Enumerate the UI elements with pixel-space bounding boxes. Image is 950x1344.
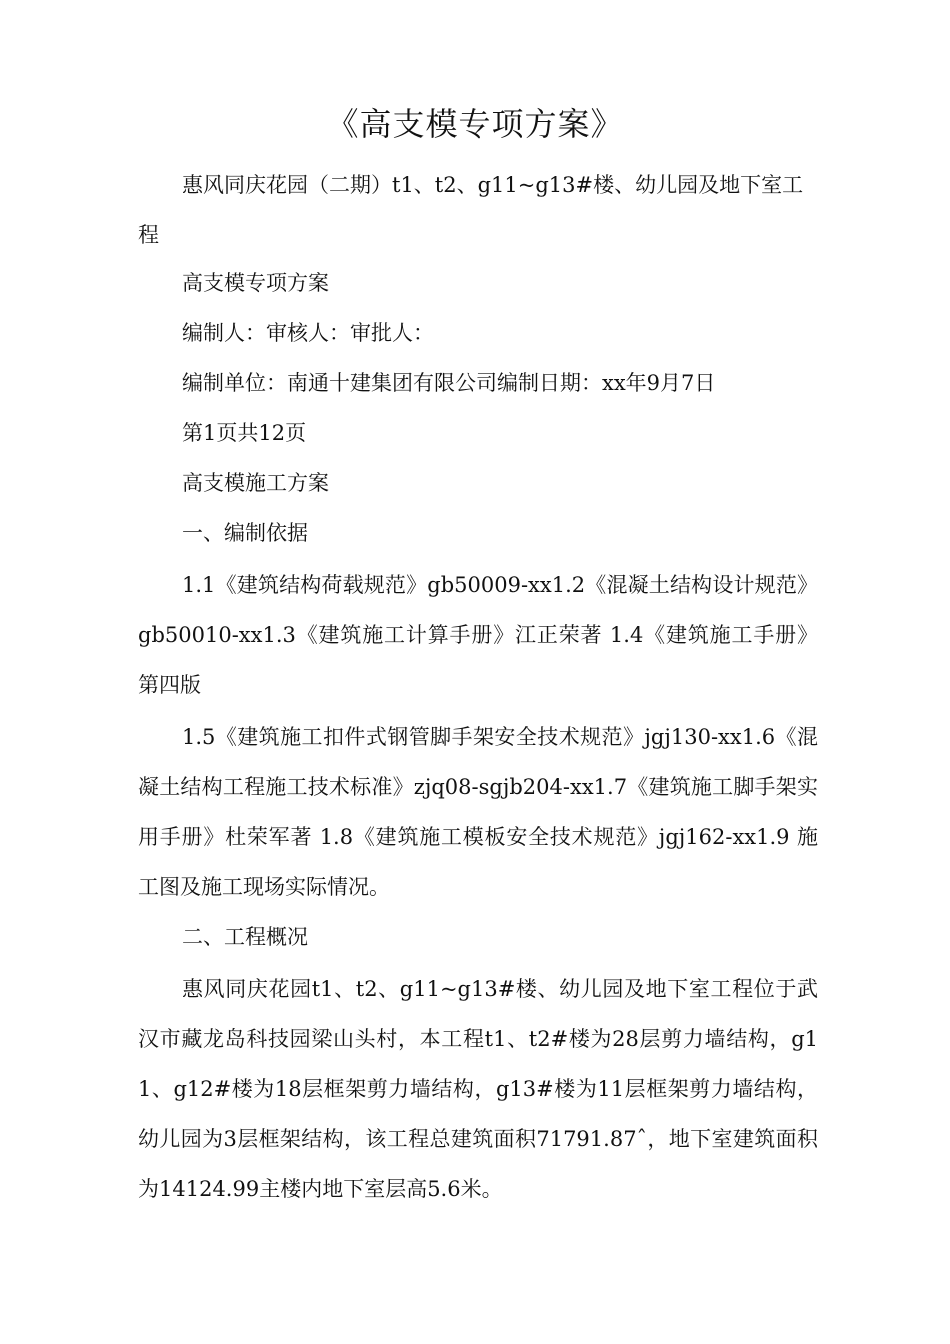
project-name-paragraph: 惠风同庆花园（二期）t1、t2、g11~g13#楼、幼儿园及地下室工程 [138, 173, 804, 247]
basis-list-paragraph-1: 1.1《建筑结构荷载规范》gb50009-xx1.2《混凝土结构设计规范》gb50010-xx1.3《建筑施工计算手册》江正荣著 1.4《建筑施工手册》第四版 [138, 573, 818, 697]
page-number-paragraph: 第1页共12页 [182, 421, 307, 445]
construction-plan-heading: 高支模施工方案 [182, 471, 329, 495]
unit-date-paragraph: 编制单位：南通十建集团有限公司编制日期：xx年9月7日 [182, 371, 716, 395]
subtitle-paragraph: 高支模专项方案 [182, 271, 329, 295]
section-heading-overview: 二、工程概况 [182, 925, 308, 949]
signatories-paragraph: 编制人：审核人：审批人： [182, 321, 434, 345]
section-heading-basis: 一、编制依据 [182, 521, 308, 545]
document-title: 《高支模专项方案》 [326, 105, 624, 143]
overview-paragraph: 惠风同庆花园t1、t2、g11~g13#楼、幼儿园及地下室工程位于武汉市藏龙岛科技园梁山头村，本工程t1、t2#楼为28层剪力墙结构，g11、g12#楼为18层框架剪力墙结构，g13#楼为11层框架剪力墙结构，幼儿园为3层框架结构，该工程总建筑面积71791.87ˆ，地下室建筑面积为14124.99主楼内地下室层高5.6米。 [138, 977, 818, 1201]
basis-list-paragraph-2: 1.5《建筑施工扣件式钢管脚手架安全技术规范》jgj130-xx1.6《混凝土结构工程施工技术标准》zjq08-sgjb204-xx1.7《建筑施工脚手架实用手册》杜荣军著 1.8《建筑施工模板安全技术规范》jgj162-xx1.9 施工图及施工现场实际情况。 [138, 725, 818, 899]
